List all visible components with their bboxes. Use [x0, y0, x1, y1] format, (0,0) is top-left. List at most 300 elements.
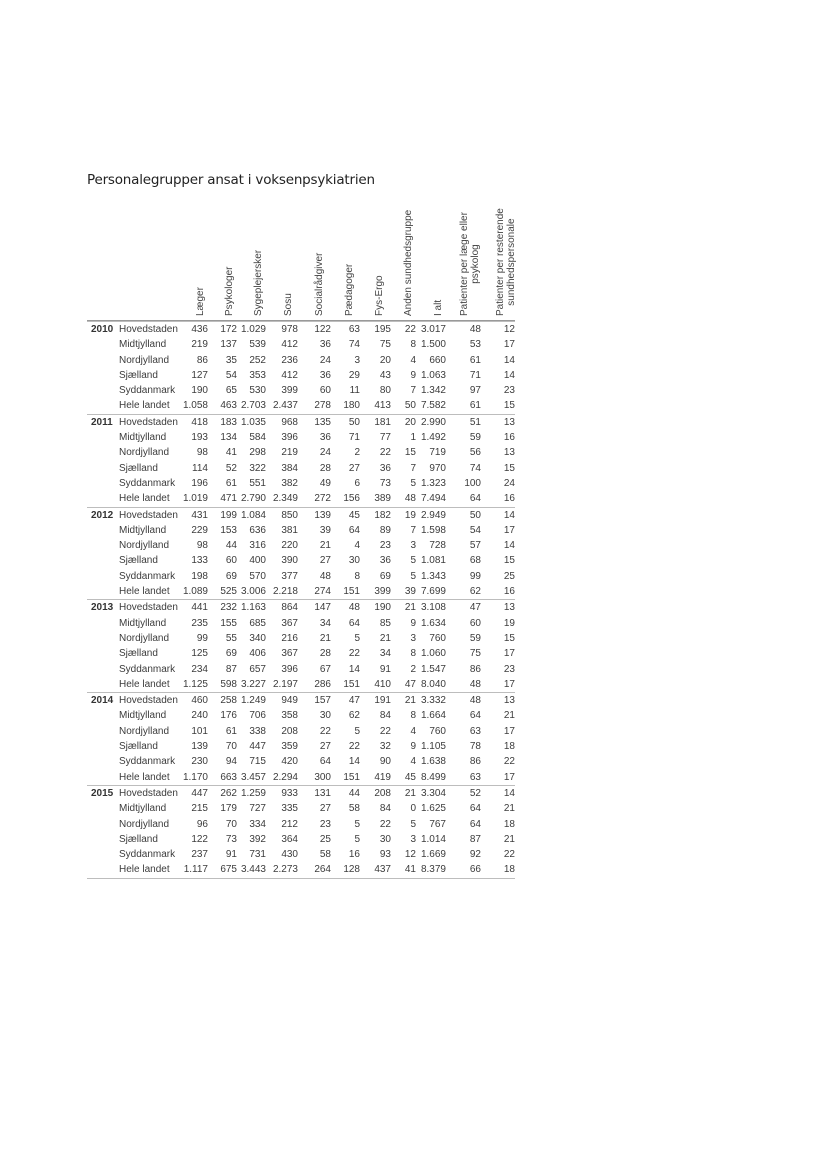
table-row: [87, 600, 515, 616]
value-cell: 13: [481, 414, 515, 430]
value-cell: 61: [225, 477, 237, 489]
value-cell: 77: [379, 432, 391, 444]
value-cell: 1.342: [420, 385, 446, 397]
value-cell: 60: [225, 555, 237, 567]
table-row: [87, 631, 515, 646]
value-cell: 99: [469, 570, 481, 582]
table-row: [87, 677, 515, 693]
value-cell: 28: [319, 462, 331, 474]
value-cell: 2.437: [272, 400, 298, 412]
table-row: [87, 584, 515, 600]
value-cell: 7.494: [420, 493, 446, 505]
value-cell: 67: [319, 663, 331, 675]
value-cell: 23: [379, 540, 391, 552]
value-cell: 235: [191, 617, 208, 629]
region-cell: Syddanmark: [119, 849, 176, 861]
value-cell: 91: [379, 663, 391, 675]
table-row: [87, 430, 515, 445]
value-cell: 412: [281, 369, 298, 381]
region-cell: Nordjylland: [119, 354, 170, 366]
value-cell: 122: [298, 322, 331, 338]
year-cell: [87, 631, 116, 646]
value-cell: 4: [354, 540, 360, 552]
value-cell: 413: [374, 400, 391, 412]
value-cell: 96: [196, 818, 208, 830]
value-cell: 5: [354, 725, 360, 737]
value-cell: 35: [225, 354, 237, 366]
value-cell: 22: [379, 818, 391, 830]
value-cell: 39: [319, 524, 331, 536]
value-cell: 39: [404, 586, 416, 598]
year-cell: [87, 708, 116, 723]
value-cell: 34: [319, 617, 331, 629]
year-cell: [87, 569, 116, 584]
value-cell: 92: [469, 849, 481, 861]
value-cell: 22: [503, 756, 515, 768]
value-cell: 400: [249, 555, 266, 567]
value-cell: 364: [281, 833, 298, 845]
region-cell: Midtjylland: [119, 524, 167, 536]
value-cell: 157: [298, 693, 331, 709]
value-cell: 30: [379, 833, 391, 845]
value-cell: 359: [281, 741, 298, 753]
value-cell: 86: [469, 756, 481, 768]
value-cell: 240: [191, 710, 208, 722]
value-cell: 71: [469, 369, 481, 381]
value-cell: 3.017: [416, 322, 446, 338]
value-cell: 60: [319, 385, 331, 397]
value-cell: 50: [446, 507, 481, 523]
value-cell: 367: [281, 617, 298, 629]
value-cell: 8: [410, 339, 416, 351]
value-cell: 286: [314, 678, 331, 690]
table-row: [87, 538, 515, 553]
value-cell: 1.058: [182, 400, 208, 412]
value-cell: 3.443: [237, 862, 266, 878]
value-cell: 30: [319, 710, 331, 722]
value-cell: 2.294: [272, 771, 298, 783]
value-cell: 367: [281, 648, 298, 660]
value-cell: 14: [481, 785, 515, 801]
value-cell: 262: [208, 785, 237, 801]
year-cell: 2011: [87, 414, 116, 430]
column-header-line: Psykologer: [224, 266, 235, 316]
value-cell: 430: [281, 849, 298, 861]
value-cell: 7.582: [420, 400, 446, 412]
value-cell: 1.249: [237, 693, 266, 709]
value-cell: 215: [191, 803, 208, 815]
value-cell: 36: [379, 555, 391, 567]
value-cell: 7: [410, 462, 416, 474]
value-cell: 1.089: [182, 586, 208, 598]
region-cell: Sjælland: [119, 369, 158, 381]
value-cell: 471: [220, 493, 237, 505]
table-row: [87, 754, 515, 769]
value-cell: 48: [446, 693, 481, 709]
year-cell: [87, 646, 116, 661]
value-cell: 1.500: [420, 339, 446, 351]
value-cell: 1.081: [420, 555, 446, 567]
value-cell: 447: [178, 785, 208, 801]
value-cell: 441: [178, 600, 208, 616]
value-cell: 1.117: [178, 862, 208, 878]
value-cell: 44: [331, 785, 360, 801]
value-cell: 63: [469, 771, 481, 783]
value-cell: 420: [281, 756, 298, 768]
value-cell: 1.063: [420, 369, 446, 381]
value-cell: 22: [348, 741, 360, 753]
table-row: [87, 862, 515, 878]
value-cell: 15: [503, 400, 515, 412]
value-cell: 760: [429, 725, 446, 737]
value-cell: 15: [503, 462, 515, 474]
value-cell: 2.790: [240, 493, 266, 505]
value-cell: 15: [503, 555, 515, 567]
value-cell: 390: [281, 555, 298, 567]
value-cell: 437: [360, 862, 391, 878]
region-cell: Midtjylland: [119, 339, 167, 351]
value-cell: 14: [348, 663, 360, 675]
column-header-line: Læger: [195, 287, 206, 316]
value-cell: 12: [404, 849, 416, 861]
value-cell: 84: [379, 803, 391, 815]
value-cell: 399: [374, 586, 391, 598]
staff-table: [87, 321, 515, 879]
value-cell: 5: [410, 555, 416, 567]
value-cell: 14: [348, 756, 360, 768]
column-header-line: psykolog: [470, 244, 481, 284]
table-row: [87, 337, 515, 352]
region-cell: Sjælland: [119, 741, 158, 753]
value-cell: 69: [225, 648, 237, 660]
column-header-line: Pædagoger: [344, 263, 355, 316]
value-cell: 69: [379, 570, 391, 582]
region-cell: Hovedstaden: [116, 693, 178, 709]
value-cell: 3.108: [416, 600, 446, 616]
value-cell: 252: [249, 354, 266, 366]
value-cell: 84: [379, 710, 391, 722]
value-cell: 89: [379, 524, 391, 536]
value-cell: 54: [225, 369, 237, 381]
table-row: [87, 801, 515, 816]
value-cell: 21: [319, 632, 331, 644]
value-cell: 99: [196, 632, 208, 644]
year-cell: [87, 754, 116, 769]
year-cell: [87, 430, 116, 445]
value-cell: 584: [249, 432, 266, 444]
value-cell: 1: [410, 432, 416, 444]
value-cell: 151: [343, 771, 360, 783]
year-cell: [87, 538, 116, 553]
value-cell: 406: [249, 648, 266, 660]
year-cell: [87, 491, 116, 507]
region-cell: Hele landet: [119, 586, 170, 598]
value-cell: 135: [298, 414, 331, 430]
value-cell: 463: [220, 400, 237, 412]
value-cell: 219: [281, 447, 298, 459]
year-cell: 2015: [87, 785, 116, 801]
value-cell: 23: [319, 818, 331, 830]
value-cell: 57: [469, 540, 481, 552]
value-cell: 190: [191, 385, 208, 397]
value-cell: 21: [319, 540, 331, 552]
value-cell: 1.669: [420, 849, 446, 861]
value-cell: 3: [354, 354, 360, 366]
value-cell: 8: [354, 570, 360, 582]
value-cell: 22: [379, 447, 391, 459]
value-cell: 54: [469, 524, 481, 536]
value-cell: 0: [410, 803, 416, 815]
value-cell: 19: [503, 617, 515, 629]
value-cell: 73: [379, 477, 391, 489]
region-cell: Hovedstaden: [116, 600, 178, 616]
value-cell: 50: [331, 414, 360, 430]
region-cell: Syddanmark: [119, 385, 176, 397]
value-cell: 3.332: [416, 693, 446, 709]
column-header-line: Patienter per resterende: [495, 208, 506, 316]
value-cell: 147: [298, 600, 331, 616]
region-cell: Nordjylland: [119, 540, 170, 552]
table-row: [87, 569, 515, 584]
value-cell: 27: [319, 803, 331, 815]
value-cell: 8.499: [420, 771, 446, 783]
value-cell: 864: [266, 600, 298, 616]
value-cell: 22: [503, 849, 515, 861]
value-cell: 156: [343, 493, 360, 505]
region-cell: Midtjylland: [119, 617, 167, 629]
value-cell: 61: [469, 354, 481, 366]
value-cell: 264: [298, 862, 331, 878]
column-header-label: [283, 293, 294, 316]
column-header-label: [403, 210, 414, 316]
value-cell: 74: [469, 462, 481, 474]
region-cell: Sjælland: [119, 648, 158, 660]
value-cell: 460: [178, 693, 208, 709]
value-cell: 384: [281, 462, 298, 474]
value-cell: 86: [469, 663, 481, 675]
value-cell: 48: [319, 570, 331, 582]
value-cell: 9: [410, 741, 416, 753]
value-cell: 274: [314, 586, 331, 598]
value-cell: 198: [191, 570, 208, 582]
value-cell: 1.492: [420, 432, 446, 444]
column-header-label: [314, 253, 325, 316]
year-cell: [87, 445, 116, 460]
value-cell: 64: [469, 818, 481, 830]
year-cell: [87, 801, 116, 816]
value-cell: 21: [503, 803, 515, 815]
value-cell: 22: [319, 725, 331, 737]
value-cell: 230: [191, 756, 208, 768]
table-row: [87, 708, 515, 723]
value-cell: 7: [410, 385, 416, 397]
region-cell: Syddanmark: [119, 477, 176, 489]
year-cell: 2013: [87, 600, 116, 616]
value-cell: 685: [249, 617, 266, 629]
region-cell: Midtjylland: [119, 803, 167, 815]
value-cell: 525: [220, 586, 237, 598]
value-cell: 36: [319, 432, 331, 444]
value-cell: 15: [404, 447, 416, 459]
value-cell: 1.084: [237, 507, 266, 523]
value-cell: 970: [429, 462, 446, 474]
value-cell: 137: [220, 339, 237, 351]
year-cell: [87, 862, 116, 878]
value-cell: 172: [208, 322, 237, 338]
table-row: [87, 368, 515, 383]
value-cell: 65: [225, 385, 237, 397]
value-cell: 114: [192, 462, 208, 474]
value-cell: 598: [220, 678, 237, 690]
region-cell: Midtjylland: [119, 710, 167, 722]
value-cell: 5: [354, 818, 360, 830]
column-header-label: [433, 300, 444, 316]
table-row: [87, 832, 515, 847]
value-cell: 45: [331, 507, 360, 523]
value-cell: 3: [410, 540, 416, 552]
value-cell: 62: [469, 586, 481, 598]
region-cell: Hele landet: [119, 493, 170, 505]
value-cell: 949: [266, 693, 298, 709]
value-cell: 69: [225, 570, 237, 582]
value-cell: 8.040: [420, 678, 446, 690]
value-cell: 49: [319, 477, 331, 489]
value-cell: 25: [319, 833, 331, 845]
value-cell: 18: [503, 741, 515, 753]
region-cell: Hele landet: [119, 771, 170, 783]
value-cell: 850: [266, 507, 298, 523]
value-cell: 70: [225, 741, 237, 753]
table-row: [87, 523, 515, 538]
value-cell: 322: [249, 462, 266, 474]
region-cell: Sjælland: [119, 555, 158, 567]
value-cell: 25: [503, 570, 515, 582]
value-cell: 59: [469, 632, 481, 644]
value-cell: 28: [319, 648, 331, 660]
value-cell: 229: [191, 524, 208, 536]
region-cell: Sjælland: [119, 462, 158, 474]
value-cell: 16: [503, 432, 515, 444]
value-cell: 237: [191, 849, 208, 861]
value-cell: 21: [391, 693, 416, 709]
value-cell: 100: [464, 477, 481, 489]
value-cell: 431: [178, 507, 208, 523]
value-cell: 539: [249, 339, 266, 351]
year-cell: [87, 523, 116, 538]
value-cell: 176: [220, 710, 237, 722]
table-row: [87, 445, 515, 460]
region-cell: Midtjylland: [119, 432, 167, 444]
value-cell: 3.006: [240, 586, 266, 598]
value-cell: 13: [503, 447, 515, 459]
table-row: [87, 817, 515, 832]
value-cell: 663: [220, 771, 237, 783]
value-cell: 85: [379, 617, 391, 629]
table-row: [87, 414, 515, 430]
value-cell: 153: [220, 524, 237, 536]
value-cell: 8.379: [416, 862, 446, 878]
value-cell: 63: [331, 322, 360, 338]
value-cell: 715: [249, 756, 266, 768]
value-cell: 151: [343, 678, 360, 690]
value-cell: 675: [208, 862, 237, 878]
value-cell: 731: [249, 849, 266, 861]
value-cell: 101: [191, 725, 208, 737]
value-cell: 232: [208, 600, 237, 616]
value-cell: 73: [225, 833, 237, 845]
value-cell: 3.304: [416, 785, 446, 801]
value-cell: 183: [208, 414, 237, 430]
region-cell: Hovedstaden: [116, 507, 178, 523]
value-cell: 2.197: [272, 678, 298, 690]
value-cell: 15: [503, 632, 515, 644]
table-row: [87, 847, 515, 862]
region-cell: Syddanmark: [119, 570, 176, 582]
value-cell: 4: [410, 725, 416, 737]
value-cell: 2: [354, 447, 360, 459]
column-header-label: [374, 275, 385, 316]
region-cell: Hele landet: [116, 862, 178, 878]
value-cell: 3: [410, 632, 416, 644]
year-cell: [87, 461, 116, 476]
year-cell: [87, 368, 116, 383]
value-cell: 86: [196, 354, 208, 366]
value-cell: 1.035: [237, 414, 266, 430]
value-cell: 1.638: [420, 756, 446, 768]
value-cell: 87: [469, 833, 481, 845]
value-cell: 59: [469, 432, 481, 444]
value-cell: 139: [191, 741, 208, 753]
value-cell: 1.163: [237, 600, 266, 616]
value-cell: 728: [429, 540, 446, 552]
value-cell: 48: [446, 322, 481, 338]
value-cell: 48: [469, 678, 481, 690]
value-cell: 767: [429, 818, 446, 830]
value-cell: 9: [410, 369, 416, 381]
value-cell: 5: [410, 818, 416, 830]
value-cell: 14: [503, 369, 515, 381]
column-header-label: [459, 212, 481, 316]
value-cell: 16: [348, 849, 360, 861]
year-cell: [87, 677, 116, 693]
value-cell: 18: [503, 818, 515, 830]
value-cell: 636: [249, 524, 266, 536]
column-header-line: Patienter per læge eller: [459, 212, 470, 316]
value-cell: 1.014: [420, 833, 446, 845]
value-cell: 208: [360, 785, 391, 801]
value-cell: 21: [503, 833, 515, 845]
value-cell: 18: [481, 862, 515, 878]
value-cell: 16: [503, 493, 515, 505]
value-cell: 382: [281, 477, 298, 489]
value-cell: 53: [469, 339, 481, 351]
value-cell: 74: [348, 339, 360, 351]
value-cell: 2.273: [266, 862, 298, 878]
value-cell: 412: [281, 339, 298, 351]
table-row: [87, 398, 515, 414]
value-cell: 55: [225, 632, 237, 644]
table-row: [87, 739, 515, 754]
value-cell: 44: [225, 540, 237, 552]
year-cell: [87, 739, 116, 754]
value-cell: 234: [191, 663, 208, 675]
value-cell: 52: [225, 462, 237, 474]
value-cell: 377: [281, 570, 298, 582]
value-cell: 2.703: [240, 400, 266, 412]
table-row: [87, 507, 515, 523]
column-header-line: Sosu: [283, 293, 294, 316]
value-cell: 199: [208, 507, 237, 523]
